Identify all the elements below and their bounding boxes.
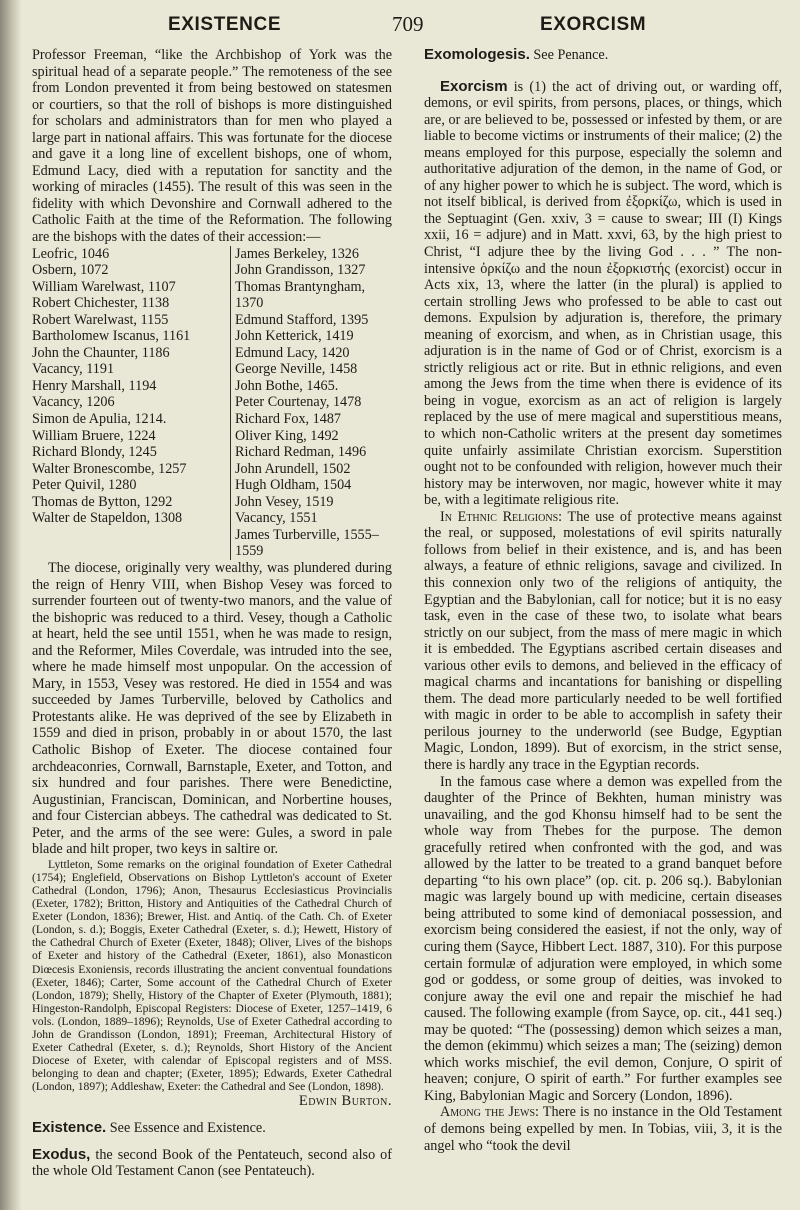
bishop-entry: Edmund Lacy, 1420	[235, 344, 350, 361]
exorcism-definition	[424, 79, 782, 509]
section-text: The use of protective means against the real, or supposed, molestations of evil spirits naturally follows from belief in their existence, and is, and has been always, a feature of ethnic religions, savage and civilized. In this connexion only two of the religions of antiquity, the Egyptian and the Babylonian, call for notice; but it is no easy task, even in the case of these two, to isolate what bears strictly on our subject, from the mass of mere magic in which it is embedded. The Egyptians ascribed certain diseases and various other evils to demons, and believed in the efficacy of magical charms and incantations for banishing or dispelling them. The dead more particularly needed to be well fortified with magic in order to be able to accomplish in safety their perilous journey to the underworld (see Budge, Egyptian Magic, London, 1899). But of exorcism, in the strict sense, there is hardly any trace in the Egyptian records.	[424, 508, 782, 773]
bishop-entry: Leofric, 1046	[32, 245, 110, 262]
bishop-entry: Vacancy, 1206	[32, 394, 115, 411]
header-left-word: EXISTENCE	[168, 14, 282, 35]
jews-section	[424, 1104, 782, 1154]
bishop-entry: James Berkeley, 1326	[235, 245, 359, 262]
section-heading: Among the Jews:	[440, 1104, 539, 1121]
bishop-entry: John the Chaunter, 1186	[32, 344, 170, 361]
bishop-entry: Robert Chichester, 1138	[32, 295, 170, 312]
bishops-list-column-1	[32, 246, 231, 560]
bishops-list	[32, 246, 392, 560]
ethnic-religions-section	[424, 509, 782, 774]
bibliography: Lyttleton, Some remarks on the original foundation of Exeter Cathedral (1754); Englefield, Observations on Bishop Lyttleton's account of Exeter Cathedral (London, 1796); Anon, Thesaurus Ecclesiasticus Provincialis (Exeter, 1782); Britton, History and Antiquities of the Cathedral Church of Exeter (London, 1836); Brewer, Hist. and Antiq. of the Cath. Ch. of Exeter (London, s. d.); Boggis, Exeter Cathedral (Exeter, s. d.); Hewett, History of the Cathedral Church of Exeter (Exeter, 1848); Oliver, Lives of the bishops of Exeter and history of the Cathedral (Exeter, 1861), also Monasticon Diœcesis Exoniensis, records illustrating the ancient conventual foundations (Exeter, 1846); Carter, Some account of the Cathedral Church of Exeter (London, 1879); Shelly, History of the Chapter of Exeter (Plymouth, 1881); Hingeston-Randolph, Episcopal Registers: Diocese of Exeter, 1257–1419, 6 vols. (London, 1889–1896); Reynolds, Use of Exeter Cathedral according to John de Grandisson (London, 1891); Freeman, Architectural History of Exeter Cathedral (Exeter, s. d.); Reynolds, Short History of the Ancient Diocese of Exeter, with calendar of Episcopal registers and of MSS. belonging to dean and chapter; (Exeter, 1895); Edwards, Exeter Cathedral (London, 1897); Addleshaw, Exeter: the Cathedral and See (London, 1898).	[32, 857, 392, 1094]
bishop-entry: Richard Blondy, 1245	[32, 444, 157, 461]
diocese-paragraph: The diocese, originally very wealthy, was plundered during the reign of Henry VIII, when Bishop Vesey was forced to surrender fourteen out of twenty-two manors, and the value of the bishopric was reduced to a third. Vesey, though a Catholic at heart, held the see until 1551, when he was made to resign, and the Reformer, Miles Coverdale, was intruded into the see, where he made himself most unpopular. On the accession of Mary, in 1553, Vesey was restored. He died in 1554 and was succeeded by James Turberville, beloved by Catholics and Protestants alike. He was deprived of the see by Elizabeth in 1559 and died in prison, probably in or about 1570, the last Catholic Bishop of Exeter. The diocese contained four archdeaconries, Cornwall, Barnstaple, Exeter, and Totton, and six hundred and four parishes. There were Benedictine, Augustinian, Franciscan, Dominican, and Norbertine houses, and four Cistercian abbeys. The cathedral was dedicated to St. Peter, and the arms of the see were: Gules, a sword in pale blade and hilt proper, two keys in saltire or.	[32, 559, 392, 858]
cross-reference: See Essence and Existence.	[106, 1120, 266, 1137]
definition-text: is (1) the act of driving out, or warding off, demons, or evil spirits, from persons, places, or things, which are, or are believed to be, possessed or infested by them, or are liable to become victims or instruments of their malice; (2) the means employed for this purpose, especially the solemn and authoritative adjuration of the demon, in the name of God, or of any higher power to which he is subject. The word, which is not itself biblical, is derived from ἐξορκίζω, which is used in the Septuagint (Gen. xxiv, 3 = cause to swear; III (I) Kings xxii, 16 = adjure) and in Matt. xxvi, 63, by the high priest to Christ, “I adjure thee by the living God . . . ” The non-intensive ὁρκίζω and the noun ἐξορκιστής (exorcist) occur in Acts xix, 13, where the latter (in the plural) is applied to certain strolling Jews who professed to be able to cast out demons. Expulsion by adjuration is, therefore, the primary meaning of exorcism, and when, as in Christian usage, this adjuration is in the name of God or of Christ, exorcism is a strictly religious act or rite. But in ethnic religions, and even among the Jews from the time when there is evidence of its being in vogue, exorcism as an act of religion is largely replaced by the use of mere magical and superstitious means, to which non-Catholic writers at the present day sometimes quite unfairly assimilate Christian exorcism. Superstition ought not to be confounded with religion, however much their history may be interwoven, nor magic, however white it may be, with a legitimate religious rite.	[424, 78, 782, 509]
bishop-entry: Simon de Apulia, 1214.	[32, 411, 167, 428]
bishop-entry: Osbern, 1072	[32, 262, 109, 279]
bishop-entry: Thomas Brantyngham, 1370	[235, 278, 366, 312]
header-right-word: EXORCISM	[540, 14, 647, 35]
page-number: 709	[392, 12, 424, 36]
entry-headword: Exomologesis.	[424, 46, 530, 63]
cross-reference: See Penance.	[529, 47, 609, 63]
entry-headword: Exorcism	[440, 77, 508, 95]
bishop-entry: Peter Quivil, 1280	[32, 477, 137, 494]
bishop-entry: Thomas de Bytton, 1292	[32, 493, 173, 510]
bishop-entry: Richard Fox, 1487	[235, 411, 342, 428]
existence-entry	[32, 1120, 392, 1137]
bishop-entry: Vacancy, 1551	[235, 510, 318, 527]
bishop-entry: John Vesey, 1519	[235, 493, 334, 510]
bishop-entry: Oliver King, 1492	[235, 427, 339, 444]
bishop-entry: Richard Redman, 1496	[235, 444, 367, 461]
bishop-entry: Peter Courtenay, 1478	[235, 394, 362, 411]
bishop-entry: Walter Bronescombe, 1257	[32, 460, 187, 477]
bishop-entry: Vacancy, 1191	[32, 361, 115, 378]
bishops-list-column-2	[231, 246, 391, 560]
spacer	[424, 64, 782, 69]
exomologesis-entry	[424, 47, 782, 64]
freeman-paragraph: Professor Freeman, “like the Archbishop of York was the spiritual head of a separate people.” The remoteness of the see from London prevented it from being bestowed on statesmen or courtiers, so that the roll of bishops is more distinguished for scholars and administrators than for men who played a large part in national affairs. This was fortunate for the diocese and gave it a long line of excellent bishops, one of whom, Edmund Lacy, died with a reputation for sanctity and the working of miracles (1455). The result of this was seen in the fidelity with which Devonshire and Cornwall adhered to the Catholic Faith at the time of the Reformation. The following are the bishops with the dates of their accession:—	[32, 47, 392, 246]
left-column	[32, 47, 392, 1180]
entry-text: the second Book of the Pentateuch, second also of the whole Old Testament Canon (see Pentateuch).	[32, 1146, 392, 1180]
bishop-entry: John Grandisson, 1327	[235, 262, 366, 279]
author-signature: Edwin Burton.	[298, 1093, 392, 1110]
bishop-entry: James Turberville, 1555–1559	[235, 526, 379, 560]
right-column	[424, 47, 782, 1154]
bishop-entry: William Warelwast, 1107	[32, 278, 176, 295]
entry-headword: Existence.	[32, 1119, 107, 1137]
exodus-entry	[32, 1147, 392, 1180]
bishop-entry: Hugh Oldham, 1504	[235, 477, 352, 494]
bekhten-paragraph: In the famous case where a demon was expelled from the daughter of the Prince of Bekhten, human ministry was unavailing, and the god Khonsu himself had to be sent the whole way from Thebes for the purpose. The demon gracefully retired when confronted with the god, and was allowed by the latter to be treated to a grand banquet before departing “to his own place” (op. cit. p. 206 sq.). Babylonian magic was largely bound up with medicine, certain diseases being attributed to some kind of demoniacal possession, and exorcism being considered the easiest, if not the only, way of curing them (Sayce, Hibbert Lect. 1887, 310). For this purpose certain formulæ of adjuration were employed, in which some god or goddess, or some group of deities, was invoked to conjure away the evil one and repair the mischief he had caused. The following example (from Sayce, op. cit., 441 seq.) may be quoted: “The (possessing) demon which seizes a man, the demon (ekimmu) which seizes a man; The (seizing) demon which works mischief, the evil demon, Conjure, O spirit of heaven; conjure, O spirit of earth.” For further examples see King, Babylonian Magic and Sorcery (London, 1896).	[424, 773, 782, 1104]
bishop-entry: John Bothe, 1465.	[235, 377, 339, 394]
bishop-entry: Edmund Stafford, 1395	[235, 311, 369, 328]
section-heading: In Ethnic Religions:	[440, 508, 563, 525]
bishop-entry: John Ketterick, 1419	[235, 328, 354, 345]
entry-headword: Exodus,	[32, 1145, 91, 1163]
running-header	[0, 12, 800, 40]
bishop-entry: George Neville, 1458	[235, 361, 358, 378]
bishop-entry: Henry Marshall, 1194	[32, 377, 157, 394]
bishop-entry: Robert Warelwast, 1155	[32, 311, 169, 328]
section-text: There is no instance in the Old Testament of demons being expelled by men. In Tobias, viii, 3, it is the angel who “took the devil	[424, 1104, 783, 1154]
bishop-entry: John Arundell, 1502	[235, 460, 351, 477]
bishop-entry: William Bruere, 1224	[32, 427, 156, 444]
bishop-entry: Walter de Stapeldon, 1308	[32, 510, 183, 527]
bishop-entry: Bartholomew Iscanus, 1161	[32, 328, 191, 345]
